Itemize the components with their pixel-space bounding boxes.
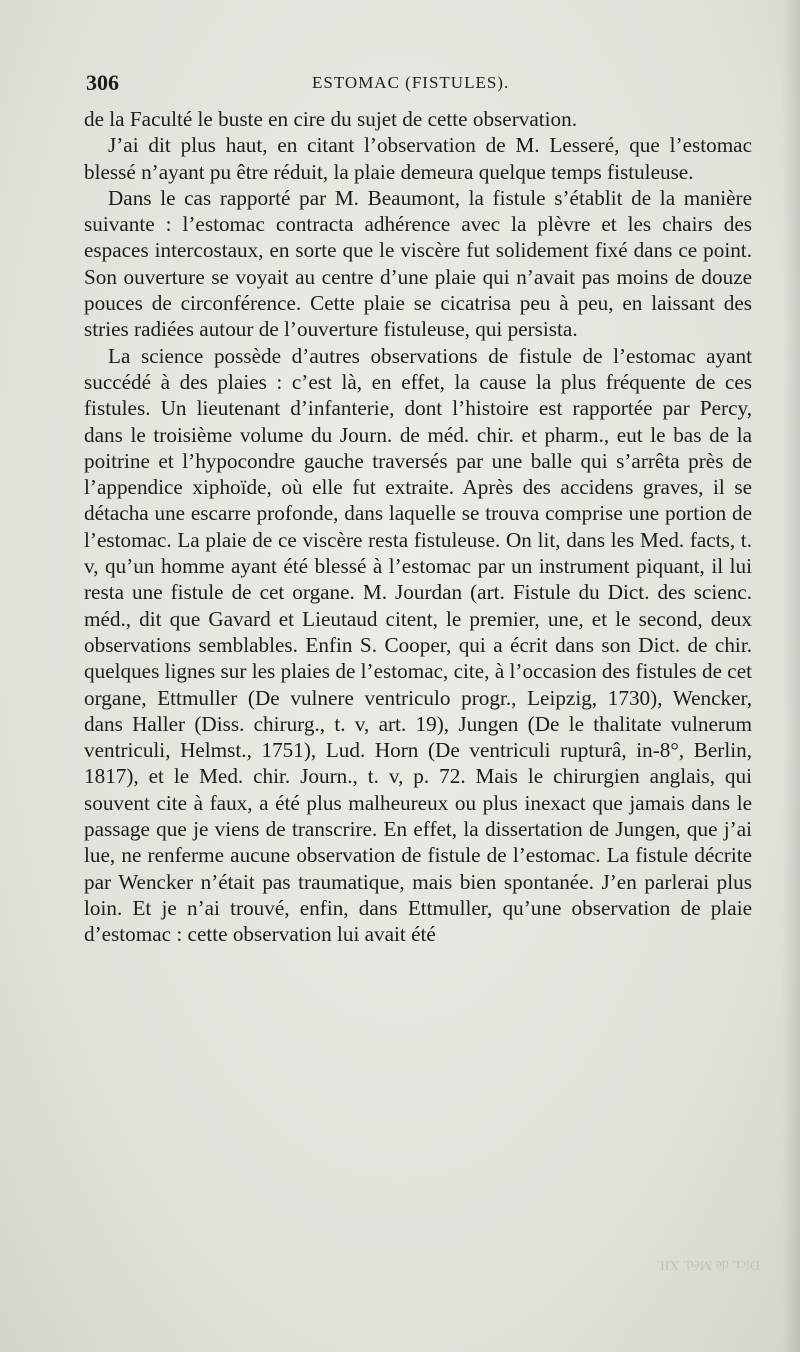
bleed-through-text: Dict. de Méd. XII.	[656, 1257, 760, 1272]
paragraph: J’ai dit plus haut, en citant l’observation de M. Lesseré, que l’estomac blessé n’ayant pu être réduit, la plaie demeura quelque temps fistuleuse.	[84, 133, 752, 184]
body-text	[84, 106, 752, 948]
page-edge-shadow	[782, 0, 800, 1352]
paragraph: Dans le cas rapporté par M. Beaumont, la fistule s’établit de la manière suivante : l’estomac contracta adhérence avec la plèvre et les chairs des espaces intercostaux, en sorte que le viscère fut solidement fixé dans ce point. Son ouverture se voyait au centre d’une plaie qui n’avait pas moins de douze pouces de circonférence. Cette plaie se cicatrisa peu à peu, en laissant des stries radiées autour de l’ouverture fistuleuse, qui persista.	[84, 185, 752, 342]
page-number: 306	[86, 70, 119, 95]
paragraph: de la Faculté le buste en cire du sujet de cette observation.	[84, 107, 578, 131]
paragraph: La science possède d’autres observations de fistule de l’estomac ayant succédé à des plaies : c’est là, en effet, la cause la plus fréquente de ces fistules. Un lieutenant d’infanterie, dont l’histoire est rapportée par Percy, dans le troisième volume du Journ. de méd. chir. et pharm., eut le bas de la poitrine et l’hypocondre gauche traversés par une balle qui s’arrêta près de l’appendice xiphoïde, où elle fut extraite. Après des accidens graves, il se détacha une escarre profonde, dans laquelle se trouva comprise une portion de l’estomac. La plaie de ce viscère resta fistuleuse. On lit, dans les Med. facts, t. v, qu’un homme ayant été blessé à l’estomac par un instrument piquant, il lui resta une fistule de cet organe. M. Jourdan (art. Fistule du Dict. des scienc. méd., dit que Gavard et Lieutaud citent, le premier, une, et le second, deux observations semblables. Enfin S. Cooper, qui a écrit dans son Dict. de chir. quelques lignes sur les plaies de l’estomac, cite, à l’occasion des fistules de cet organe, Ettmuller (De vulnere ventriculo progr., Leipzig, 1730), Wencker, dans Haller (Diss. chirurg., t. v, art. 19), Jungen (De le thalitate vulnerum ventriculi, Helmst., 1751), Lud. Horn (De ventriculi rupturâ, in-8°, Berlin, 1817), et le Med. chir. Journ., t. v, p. 72. Mais le chirurgien anglais, qui souvent cite à faux, a été plus malheureux ou plus inexact que jamais dans le passage que je viens de transcrire. En effet, la dissertation de Jungen, que j’ai lue, ne renferme aucune observation de fistule de l’estomac. La fistule décrite par Wencker n’était pas traumatique, mais bien spontanée. J’en parlerai plus loin. Et je n’ai trouvé, enfin, dans Ettmuller, qu’une observation de plaie d’estomac : cette observation lui avait été	[84, 343, 752, 947]
page-header	[86, 70, 750, 100]
running-head: ESTOMAC (FISTULES).	[312, 73, 510, 92]
